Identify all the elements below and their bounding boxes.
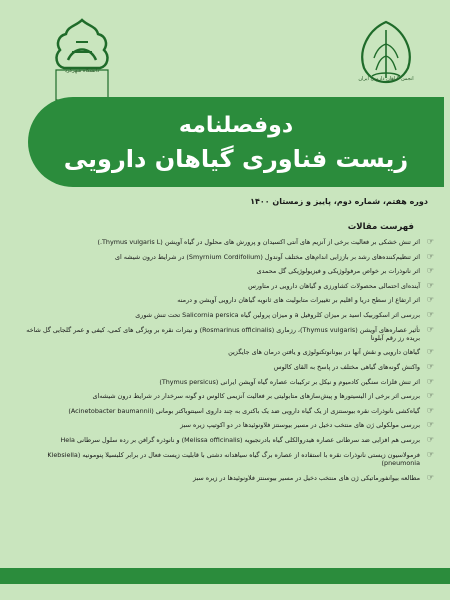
issue-info: دوره هفتم، شماره دوم، پاییز و زمستان ۱۴۰۰ bbox=[250, 197, 428, 206]
toc-article-title: مطالعه بیوانفورماتیکی ژن های منتخب دخیل در مسیر بیوسنتز فلاونوئیدها در زیره سبز bbox=[192, 473, 420, 482]
pointing-hand-icon: ☞ bbox=[426, 405, 434, 415]
university-logo-icon bbox=[46, 16, 118, 108]
society-leaf-logo-icon bbox=[350, 16, 422, 108]
left-logo-caption: دانشگاه شهرکرد bbox=[64, 68, 100, 74]
toc-article-title: اثر نانوذرات بر خواص مرفولوژیکی و فیزیولوژیکی گل محمدی bbox=[256, 267, 420, 276]
toc-article-title: اثر ارتفاع از سطح دریا و اقلیم بر تغییرات متابولیت های ثانویه گیاهان دارویی آویشن و درمنه bbox=[177, 296, 420, 305]
pointing-hand-icon: ☞ bbox=[426, 391, 434, 401]
toc-article-title: بررسی هم افزایی ضد سرطانی عصاره هیدروالکلی گیاه بادرنجبویه (Melissa officinalis) و نانوذره گرافن بر رده سلول سرطانی Hela bbox=[60, 436, 420, 445]
pointing-hand-icon: ☞ bbox=[426, 362, 434, 372]
toc-article-title: بررسی اثر برخی از الیسیتورها و پیش‌سازهای متابولیتی بر فعالیت آنزیمی کالوس دو گونه سرخدار در شرایط درون شیشه‌ای bbox=[92, 392, 420, 401]
pointing-hand-icon: ☞ bbox=[426, 266, 434, 276]
toc-article-title: آینده‌ای احتمالی محصولات کشاورزی و گیاهان دارویی در متاورس bbox=[248, 281, 420, 290]
toc-article-title: واکنش گونه‌های گیاهی مختلف در پاسخ به القای کالوس bbox=[273, 363, 420, 372]
toc-article-item[interactable] bbox=[18, 378, 434, 386]
toc-article-item[interactable] bbox=[18, 296, 434, 304]
toc-article-title: بررسی مولکولی ژن های منتخب دخیل در مسیر بیوسنتز فلاونوئیدها در دو اکوتیپ زیره سبز bbox=[180, 421, 420, 430]
toc-article-item[interactable] bbox=[18, 436, 434, 444]
pointing-hand-icon: ☞ bbox=[426, 435, 434, 445]
title-banner bbox=[28, 97, 444, 187]
pointing-hand-icon: ☞ bbox=[426, 280, 434, 290]
pointing-hand-icon: ☞ bbox=[426, 472, 434, 482]
toc-article-title: تأثیر عصاره‌های آویشن (Thymus vulgaris)، رزماری (Rosmarinus officinalis) و نیترات نقره بر ویژگی های کمی، کیفی و عمر گلجایی گل شاخه بریده رز رقم آبلونا bbox=[26, 325, 420, 342]
pointing-hand-icon: ☞ bbox=[426, 309, 434, 319]
toc-article-item[interactable] bbox=[18, 474, 434, 482]
right-logo-caption: انجمن گیاهان دارویی ایران bbox=[358, 76, 414, 82]
pointing-hand-icon: ☞ bbox=[426, 251, 434, 261]
toc-article-item[interactable] bbox=[18, 421, 434, 429]
pointing-hand-icon: ☞ bbox=[426, 376, 434, 386]
toc-article-title: فرمولاسیون زیستی نانوذرات نقره با استفاده از عصاره برگ گیاه سیاهدانه دشتی با قابلیت زیست فعال در برابر کلبسیلا پنومونیه (Klebsiella pneumonia) bbox=[47, 450, 420, 467]
toc-article-item[interactable] bbox=[18, 326, 434, 343]
pointing-hand-icon: ☞ bbox=[426, 324, 434, 334]
pointing-hand-icon: ☞ bbox=[426, 295, 434, 305]
journal-name-title: زیست فناوری گیاهان دارویی bbox=[63, 145, 409, 173]
pointing-hand-icon: ☞ bbox=[426, 449, 434, 459]
toc-article-item[interactable] bbox=[18, 392, 434, 400]
pointing-hand-icon: ☞ bbox=[426, 347, 434, 357]
pointing-hand-icon: ☞ bbox=[426, 237, 434, 246]
toc-article-item[interactable] bbox=[18, 253, 434, 261]
journal-type-title: دوفصلنامه bbox=[178, 113, 294, 138]
pointing-hand-icon: ☞ bbox=[426, 420, 434, 430]
toc-article-item[interactable] bbox=[18, 348, 434, 356]
toc-article-item[interactable] bbox=[18, 407, 434, 415]
toc-article-title: گیاه‌کشی نانوذرات نقره بیوسنتزی از یک گیاه دارویی ضد یک باکتری به چند داروی اسینتوباکتر بومانی (Acinetobacter baumannii) bbox=[68, 406, 420, 415]
toc-article-item[interactable] bbox=[18, 238, 434, 246]
toc-article-item[interactable] bbox=[18, 282, 434, 290]
toc-article-title: اثر تنش فلزات سنگین کادمیوم و نیکل بر ترکیبات عصاره گیاه آویشن ایرانی (Thymus persicus) bbox=[159, 377, 420, 386]
toc-article-title: گیاهان دارویی و نقش آنها در بیونانوتکنولوژی و یافتن درمان های جایگزین bbox=[228, 348, 420, 357]
toc-article-title: بررسی اثر اسکوربیک اسید بر میزان کلروفیل a و میزان پرولین گیاه Salicornia persica تحت تنش شوری bbox=[135, 310, 420, 319]
toc-article-item[interactable] bbox=[18, 311, 434, 319]
toc-article-item[interactable] bbox=[18, 451, 434, 468]
bottom-accent-band bbox=[0, 568, 450, 584]
toc-article-item[interactable] bbox=[18, 267, 434, 275]
toc-article-title: اثر تنظیم‌کننده‌های رشد بر باززایی اندام‌های مختلف آوندول (Smyrnium Cordifolium) در شرایط درون شیشه ای bbox=[114, 252, 420, 261]
toc-heading: فهرست مقالات bbox=[347, 222, 414, 232]
table-of-contents bbox=[18, 238, 434, 488]
toc-article-item[interactable] bbox=[18, 363, 434, 371]
toc-article-title: اثر تنش خشکی بر فعالیت برخی از آنزیم های آنتی اکسیدان و پرورش های محلول در گیاه آویشن (Thymus vulgaris L.) bbox=[97, 238, 420, 246]
